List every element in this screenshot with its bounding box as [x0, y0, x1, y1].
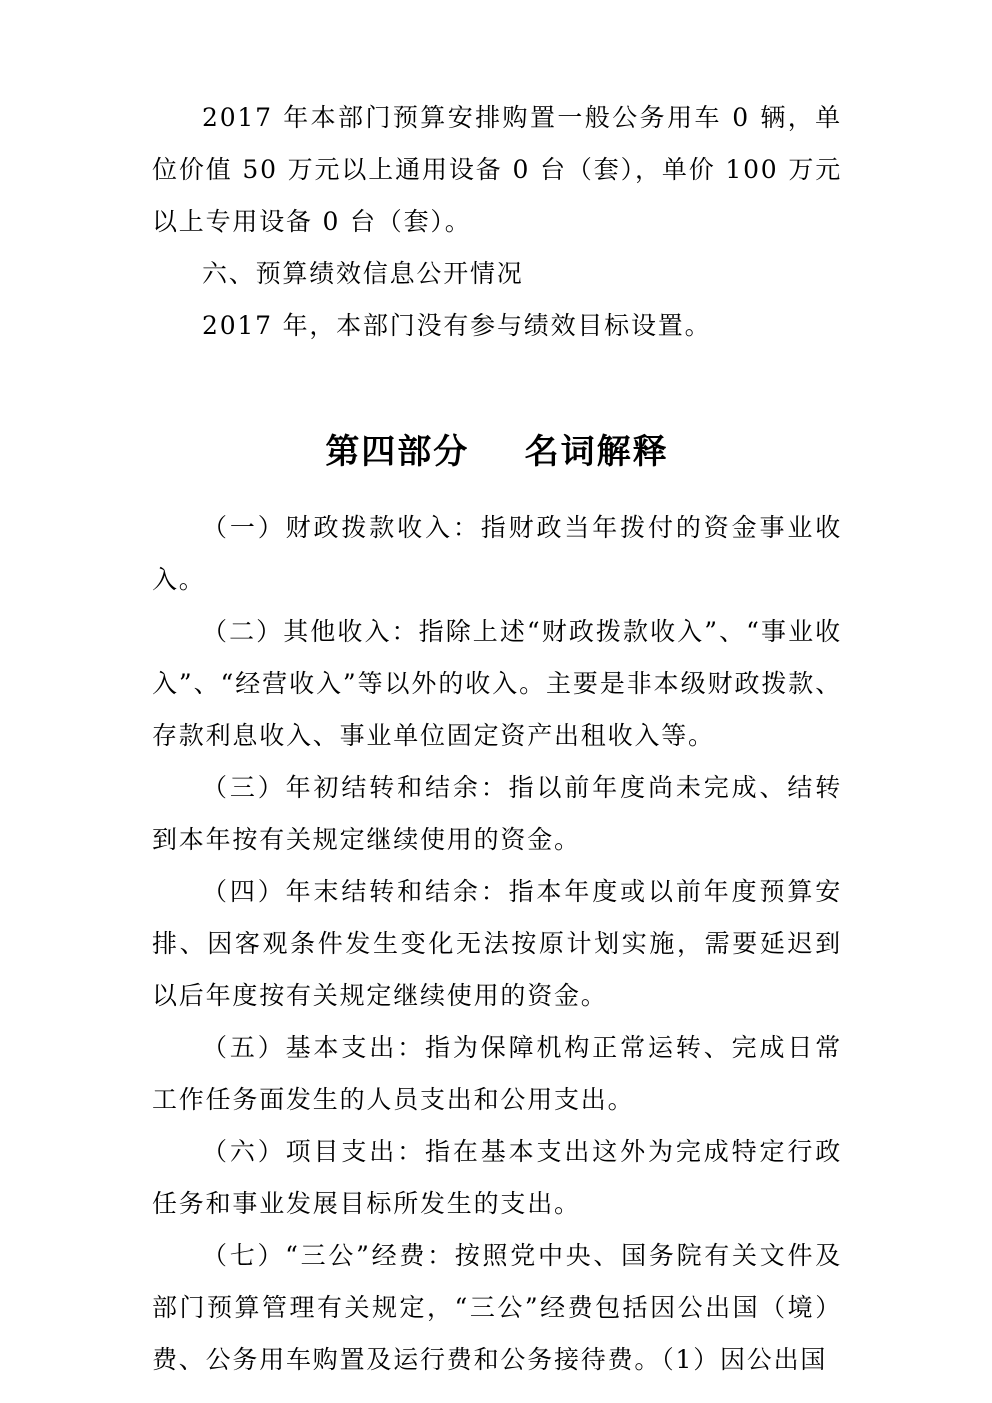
document-page — [152, 92, 842, 1386]
paragraph-vehicles: 2017 年本部门预算安排购置一般公务用车 0 辆，单位价值 50 万元以上通用设备 0 台（套），单价 100 万元以上专用设备 0 台（套）。 — [152, 103, 842, 236]
section-heading-performance: 六、预算绩效信息公开情况 — [202, 259, 524, 288]
definition-5: （五）基本支出：指为保障机构正常运转、完成日常工作任务面发生的人员支出和公用支出。 — [152, 1033, 842, 1114]
definition-3: （三）年初结转和结余：指以前年度尚未完成、结转到本年按有关规定继续使用的资金。 — [152, 773, 842, 854]
definition-2: （二）其他收入：指除上述“财政拨款收入”、“事业收入”、“经营收入”等以外的收入。主要是非本级财政拨款、存款利息收入、事业单位固定资产出租收入等。 — [152, 617, 842, 750]
definition-1: （一）财政拨款收入：指财政当年拨付的资金事业收入。 — [152, 513, 842, 594]
definition-6: （六）项目支出：指在基本支出这外为完成特定行政任务和事业发展目标所发生的支出。 — [152, 1137, 842, 1218]
definition-7: （七）“三公”经费：按照党中央、国务院有关文件及部门预算管理有关规定，“三公”经费包括因公出国（境）费、公务用车购置及运行费和公务接待费。（1）因公出国 — [152, 1241, 842, 1374]
paragraph-performance: 2017 年，本部门没有参与绩效目标设置。 — [202, 311, 712, 340]
definition-4: （四）年末结转和结余：指本年度或以前年度预算安排、因客观条件发生变化无法按原计划实施，需要延迟到以后年度按有关规定继续使用的资金。 — [152, 877, 842, 1010]
part-title: 第四部分 名词解释 — [325, 432, 669, 472]
